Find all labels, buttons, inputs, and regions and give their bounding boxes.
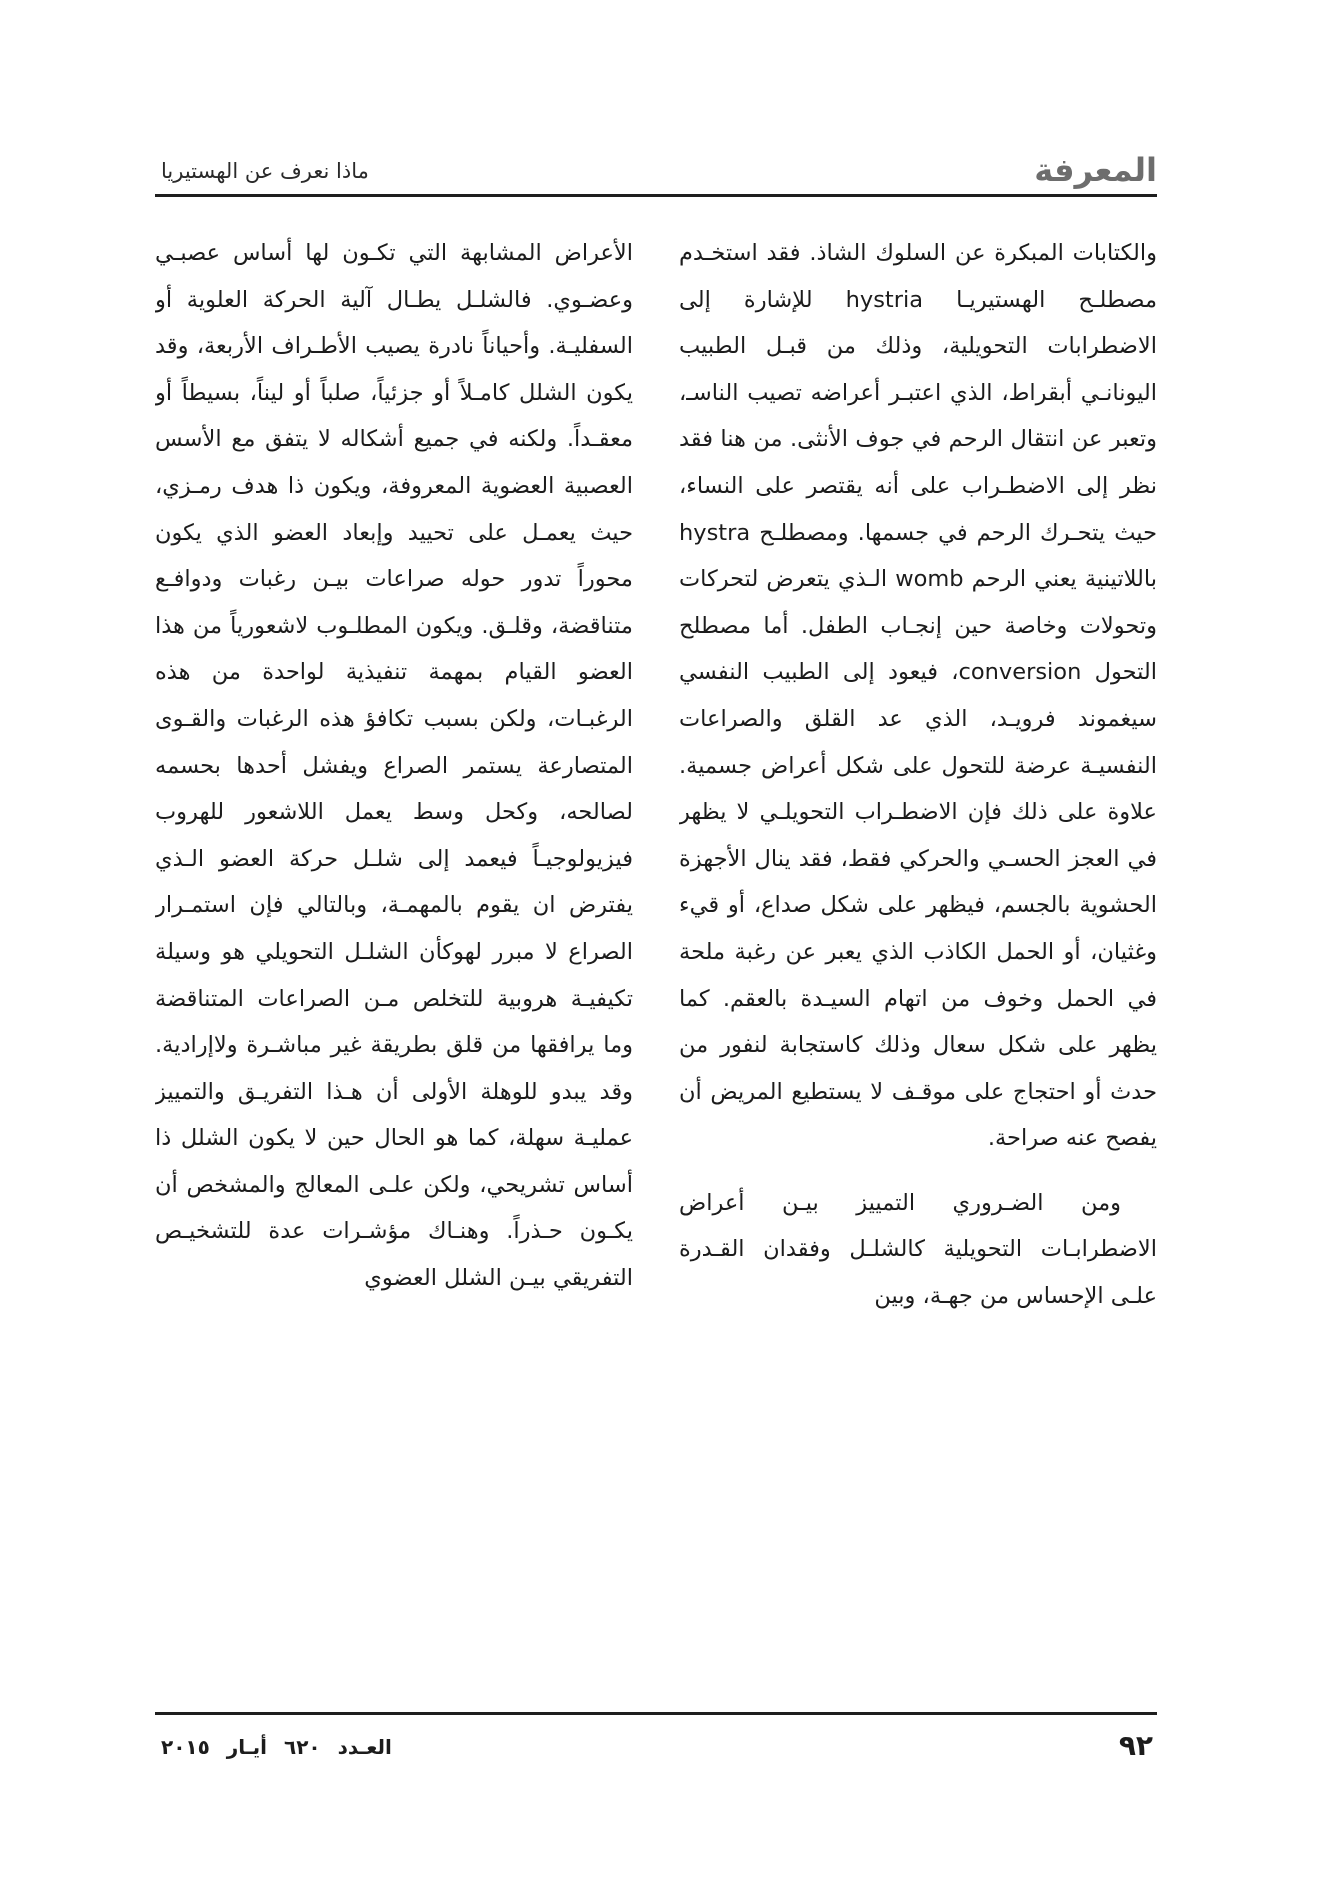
page-header	[155, 150, 1157, 190]
header-divider	[155, 194, 1157, 197]
footer-divider	[155, 1712, 1157, 1715]
page-number: ٩٢	[1118, 1729, 1153, 1762]
running-title: ماذا نعرف عن الهستيريا	[161, 159, 369, 183]
page-footer	[155, 1722, 1157, 1772]
article-column-right	[679, 230, 1157, 1705]
paragraph: الأعراض المشابهة التي تكـون لها أساس عصبـي وعضـوي. فالشلـل يطـال آلية الحركة العلوية أو السفليـة. وأحياناً نادرة يصيب الأطـراف الأربعة، وقد يكون الشلل كامـلاً أو جزئياً، صلباً أو ليناً، بسيطاً أو معقـداً. ولكنه في جميع أشكاله لا يتفق مع الأسس العصبية العضوية المعروفة، ويكون ذا هدف رمـزي، حيث يعمـل على تحييد وإبعاد العضو الذي يكون محوراً تدور حوله صراعات بيـن رغبات ودوافـع متناقضة، وقلـق. ويكون المطلـوب لاشعورياً من هذا العضو القيام بمهمة تنفيذية لواحدة من هذه الرغبـات، ولكن بسبب تكافؤ هذه الرغبات والقـوى المتصارعة يستمر الصراع ويفشل أحدها بحسمه لصالحه، وكحل وسط يعمل اللاشعور للهروب فيزيولوجيـاً فيعمد إلى شلـل حركة العضو الـذي يفترض ان يقوم بالمهمـة، وبالتالي فإن استمـرار الصراع لا مبرر لهوكأن الشلـل التحويلي هو وسيلة تكيفيـة هروبية للتخلص مـن الصراعات المتناقضة وما يرافقها من قلق بطريقة غير مباشـرة ولاإرادية. وقد يبدو للوهلة الأولى أن هـذا التفريـق والتمييز عمليـة سهلة، كما هو الحال حين لا يكون الشلل ذا أساس تشريحي، ولكن علـى المعالج والمشخص أن يكـون حـذراً. وهنـاك مؤشـرات عدة للتشخيـص التفريقي بيـن الشلل العضوي	[155, 240, 633, 1292]
paragraph: ومن الضـروري التمييز بيـن أعراض الاضطرابـات التحويلية كالشلـل وفقدان القـدرة علـى الإحساس من جهـة، وبين	[679, 1189, 1157, 1310]
magazine-logo: المعرفة	[1034, 151, 1157, 189]
paragraph: والكتابات المبكرة عن السلوك الشاذ. فقد استخـدم مصطلـح الهستيريـا hystria للإشارة إلى الاضطرابات التحويلية، وذلك من قبـل الطبيب اليونانـي أبقراط، الذي اعتبـر أعراضه تصيب الناسـ، وتعبر عن انتقال الرحم في جوف الأنثى. من هنا فقد نظر إلى الاضطـراب على أنه يقتصر على النساء، حيث يتحـرك الرحم في جسمها. ومصطلـح hystra باللاتينية يعني الرحم womb الـذي يتعرض لتحركات وتحولات وخاصة حين إنجـاب الطفل. أما مصطلح التحول conversion، فيعود إلى الطبيب النفسي سيغموند فرويـد، الذي عد القلق والصراعات النفسيـة عرضة للتحول على شكل أعراض جسمية. علاوة على ذلك فإن الاضطـراب التحويلـي لا يظهر في العجز الحسـي والحركي فقط، فقد ينال الأجهزة الحشوية بالجسم، فيظهر على شكل صداع، أو قيء وغثيان، أو الحمل الكاذب الذي يعبر عن رغبة ملحة في الحمل وخوف من اتهام السيـدة بالعقم. كما يظهر على شكل سعال وذلك كاستجابة لنفور من حدث أو احتجاج على موقـف لا يستطيع المريض أن يفصح عنه صراحة.	[679, 240, 1157, 1152]
article-column-left	[155, 230, 633, 1705]
issue-info: العـدد ٦٢٠ أيـار ٢٠١٥	[161, 1735, 392, 1759]
